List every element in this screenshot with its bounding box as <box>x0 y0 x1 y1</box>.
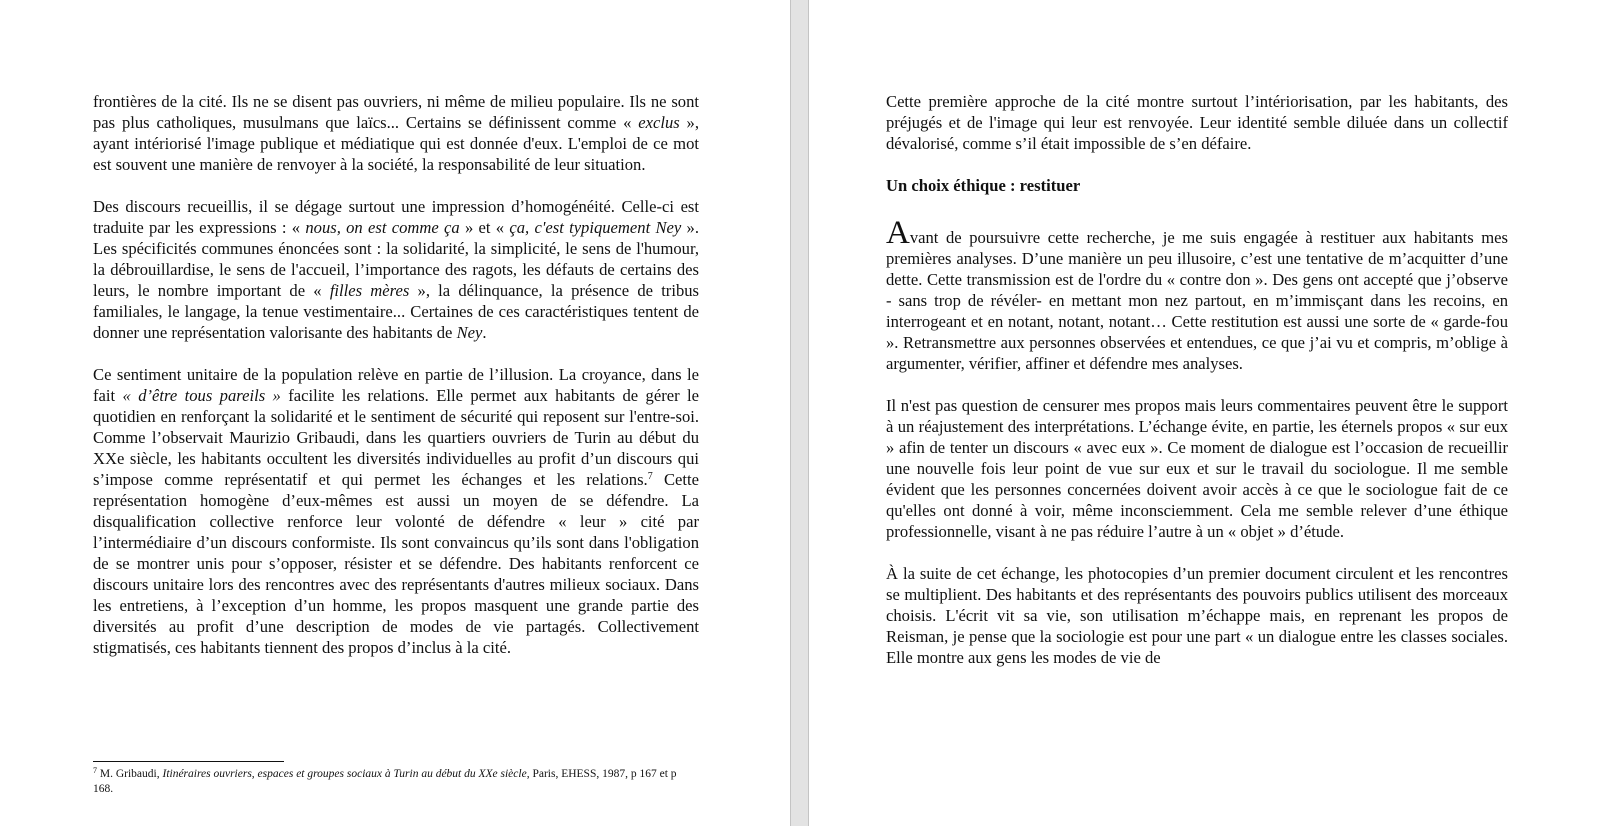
italic-text: exclus <box>638 113 680 132</box>
paragraph <box>93 91 699 175</box>
text-run: Cette représentation homogène d’eux-mêmes est aussi un moyen de se défendre. La disqualification collective renforce leur volonté de défendre « leur » cité par l’intermédiaire d’un discours conformiste. Ils sont convaincus qu’ils sont dans l'obligation de se montrer unis pour s’opposer, résister et se défendre. Des habitants renforcent ce discours unitaire lors des rencontres avec des représentants d'autres milieux sociaux. Dans les entretiens, à l’exception d’un homme, les propos masquent une grande partie des diversités au profit d’une description de modes de vie partagés. Collectivement stigmatisés, ces habitants tiennent des propos d’inclus à la cité. <box>93 470 699 657</box>
document-page-left <box>0 0 790 826</box>
text-run: frontières de la cité. Ils ne se disent pas ouvriers, ni même de milieu populaire. Ils ne sont pas plus catholiques, musulmans que laïcs... Certains se définissent comme « <box>93 92 699 132</box>
italic-text: « d’être tous pareils » <box>122 386 281 405</box>
text-run: » et « <box>459 218 510 237</box>
footnote-publisher: , Paris, EHESS, 1987, p 167 et p 168. <box>93 768 677 795</box>
page-separator <box>790 0 809 826</box>
text-run: », la délinquance, la présence de tribus familiales, le langage, la tenue vestimentaire... Certaines de ces caractéristiques tentent de donner une représentation valorisante des habitants de <box>93 281 699 342</box>
footnote-author: M. Gribaudi, <box>97 768 163 780</box>
text-run: Des discours recueillis, il se dégage surtout une impression d’homogénéité. Celle-ci est traduite par les expressions : « <box>93 197 699 237</box>
paragraph <box>93 364 699 658</box>
body-text-column <box>93 91 699 658</box>
italic-text: nous, on est comme ça <box>305 218 460 237</box>
document-page-right <box>809 0 1599 826</box>
paragraph-restituer-1 <box>886 215 1508 374</box>
italic-text: ça, c'est typiquement Ney <box>509 218 682 237</box>
footnote-separator <box>93 761 284 762</box>
text-run: ». Les spécificités communes énoncées sont : la solidarité, la simplicité, le sens de l'humour, la débrouillardise, le sens de l'accueil, l’importance des ragots, les défauts de certains des leurs, le nombre important de « <box>93 218 699 300</box>
paragraph-intro: Cette première approche de la cité montre surtout l’intériorisation, par les habitants, des préjugés et de l'image qui leur est renvoyée. Leur identité semble diluée dans un collectif dévalorisé, comme s’il était impossible de s’en défaire. <box>886 92 1508 153</box>
text-run: », ayant intériorisé l'image publique et médiatique qui est donnée d'eux. L'emploi de ce mot est souvent une manière de renvoyer à la société, la responsabilité de leur situation. <box>93 113 699 174</box>
paragraph-text: vant de poursuivre cette recherche, je me suis engagée à restituer aux habitants mes premières analyses. D’une manière un peu illusoire, c’est une tentative de m’acquitter d’une dette. Cette transmission est de l'ordre du « contre don ». Des gens ont accepté que j’observe - sans trop de révéler- en mettant mon nez partout, en m’immisçant dans les recoins, en interrogeant et en notant, notant, notant… Cette restitution est aussi une sorte de « garde-fou ». Retransmettre aux personnes observées et entendues, ce que j’ai vu et compris, m’oblige à argumenter, vérifier, affiner et défendre mes analyses. <box>886 228 1508 373</box>
drop-cap: A <box>886 215 910 251</box>
footnote-number: 7 <box>93 766 97 775</box>
italic-text: filles mères <box>329 281 410 300</box>
paragraph-restituer-2: Il n'est pas question de censurer mes propos mais leurs commentaires peuvent être le support à un réajustement des interprétations. L’échange évite, en partie, les éternels propos « sur eux » afin de tenter un discours « avec eux ». Ce moment de dialogue est l’occasion de recueillir une nouvelle fois leur point de vue sur eux et sur le travail du sociologue. Il me semble évident que les personnes concernées doivent avoir accès à ce que le sociologue fait de ce qu'elles ont donné à voir, même inconsciemment. Cela me semble relever d’une éthique professionnelle, visant à ne pas réduire l’autre à un « objet » d’étude. <box>886 396 1508 541</box>
body-text-column <box>886 91 1508 668</box>
footnote-reference[interactable]: 7 <box>647 471 653 482</box>
footnote-title: Itinéraires ouvriers, espaces et groupes sociaux à Turin au début du XXe siècle <box>162 768 527 780</box>
paragraph <box>93 196 699 343</box>
text-run: facilite les relations. Elle permet aux habitants de gérer le quotidien en renforçant la solidarité et le sentiment de sécurité qui reposent sur l'entre-soi. Comme l’observait Maurizio Gribaudi, dans les quartiers ouvriers de Turin au début du XXe siècle, les habitants occultent les diversités individuelles au profit d’un discours qui s’impose comme représentatif et qui permet les échanges et les relations. <box>93 386 699 489</box>
paragraph-restituer-3: À la suite de cet échange, les photocopies d’un premier document circulent et les rencontres se multiplient. Des habitants et des représentants des pouvoirs publics utilisent des morceaux choisis. L'écrit vit sa vie, son utilisation m’échappe mais, en reprenant les propos de Reisman, je pense que la sociologie est pour une part « un dialogue entre les classes sociales. Elle montre aux gens les modes de vie de <box>886 564 1508 667</box>
italic-text: Ney <box>456 323 483 342</box>
footnote-7 <box>93 767 693 797</box>
text-run: . <box>482 323 487 342</box>
text-run: Ce sentiment unitaire de la population relève en partie de l’illusion. La croyance, dans le fait <box>93 365 699 405</box>
section-heading: Un choix éthique : restituer <box>886 176 1081 195</box>
